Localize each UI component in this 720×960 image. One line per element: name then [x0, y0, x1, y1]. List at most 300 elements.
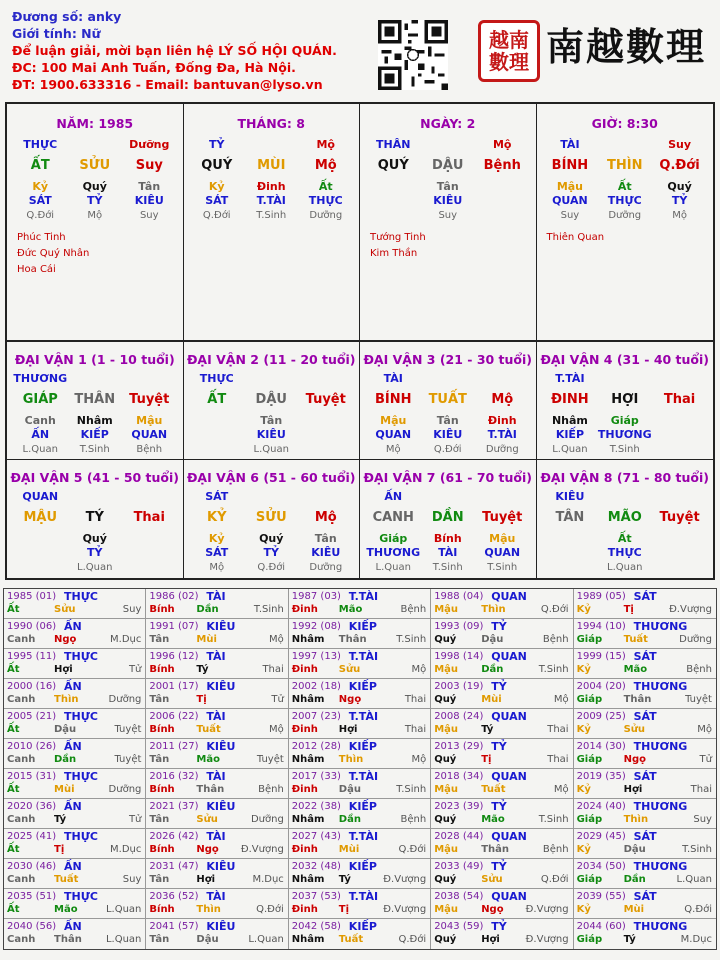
dai-van-cell[interactable]	[360, 460, 537, 578]
year-cell[interactable]	[574, 829, 716, 859]
seal-stamp-icon: 越南 數理	[478, 20, 540, 82]
pillar-value: KIÊU	[433, 428, 463, 441]
year-star: THƯƠNG	[633, 620, 688, 633]
year-cell[interactable]	[4, 589, 146, 619]
year-label: 2031 (47)	[149, 861, 199, 872]
year-stage: Thai	[404, 724, 427, 735]
year-stage: T.Sinh	[253, 604, 284, 615]
year-cell[interactable]	[431, 799, 573, 829]
pillar-value	[652, 372, 707, 385]
year-cell[interactable]	[4, 829, 146, 859]
pillar-value: Mộ	[672, 210, 687, 221]
pillar-value	[421, 490, 476, 503]
pillar-value: TỶ	[671, 194, 688, 207]
year-cell[interactable]	[574, 619, 716, 649]
year-label: 2021 (37)	[149, 801, 199, 812]
year-cell[interactable]	[146, 589, 288, 619]
year-stage: Mộ	[697, 724, 712, 735]
year-stage: Mộ	[269, 634, 284, 645]
pillar-value: T.Sinh	[609, 444, 640, 455]
owner-gender: Giới tính: Nữ	[12, 26, 101, 41]
year-label: 2017 (33)	[291, 771, 341, 782]
year-star: SÁT	[633, 650, 657, 663]
pillar-row-r5	[13, 210, 177, 221]
pillar-value	[190, 444, 245, 455]
pillar-value	[122, 490, 177, 503]
year-label: 1993 (09)	[434, 621, 484, 632]
pillar-row-r5	[13, 562, 177, 573]
year-star: TÀI	[206, 830, 226, 843]
year-can: Mậu	[434, 664, 459, 675]
year-stage: Đ.Vượng	[525, 904, 569, 915]
year-label: 2010 (26)	[7, 741, 57, 752]
pillar-row-r5	[190, 444, 354, 455]
year-chi: Mão	[338, 604, 363, 615]
year-cell[interactable]	[289, 799, 431, 829]
pillar-row-r2	[190, 510, 354, 525]
year-cell[interactable]	[146, 709, 288, 739]
year-label: 2001 (17)	[149, 681, 199, 692]
pillar-value: Ất	[318, 180, 333, 193]
year-label: 1997 (13)	[291, 651, 341, 662]
year-can: Nhâm	[291, 634, 325, 645]
year-chi: Mùi	[481, 694, 502, 705]
year-cell[interactable]	[146, 769, 288, 799]
year-chi: Thìn	[338, 754, 364, 765]
year-cell[interactable]	[146, 799, 288, 829]
pillar-value	[543, 562, 598, 573]
pillar-value: KIÊU	[555, 490, 585, 503]
pillar-row-r4	[190, 428, 354, 441]
star-name: Phúc Tinh	[17, 232, 66, 243]
year-chi: Dậu	[481, 634, 504, 645]
year-cell[interactable]	[431, 919, 573, 949]
year-cell[interactable]	[574, 889, 716, 919]
year-star: KIÊU	[206, 860, 236, 873]
year-chi: Tuất	[338, 934, 364, 945]
year-cell[interactable]	[289, 889, 431, 919]
pillar-row-r2	[543, 158, 708, 173]
year-chi: Dần	[481, 664, 504, 675]
star-name: Tướng Tinh	[370, 232, 426, 243]
year-chi: Tị	[481, 754, 492, 765]
year-cell[interactable]	[4, 919, 146, 949]
year-cell[interactable]	[4, 859, 146, 889]
dai-van-title: ĐẠI VẬN 4 (31 - 40 tuổi)	[540, 352, 710, 367]
year-stage: Q.Đới	[398, 934, 427, 945]
pillar-row-r1	[366, 490, 530, 503]
year-stage: Bệnh	[258, 784, 284, 795]
year-cell[interactable]	[431, 709, 573, 739]
pillar-value	[122, 562, 177, 573]
pillar-row-r3	[366, 532, 530, 545]
pillar-value: THƯƠNG	[366, 546, 421, 559]
year-stage: Mộ	[553, 694, 569, 705]
year-stage: Suy	[122, 604, 142, 615]
year-can: Ất	[7, 784, 20, 795]
pillar-row-r5	[543, 562, 708, 573]
pillar-value	[652, 414, 707, 427]
pillar-value: THỰC	[308, 194, 343, 207]
year-cell[interactable]	[4, 769, 146, 799]
year-chi: Sửu	[54, 604, 76, 615]
year-cell[interactable]	[289, 829, 431, 859]
year-star: SÁT	[633, 590, 657, 603]
pillar-value	[597, 372, 652, 385]
pillar-value	[244, 138, 299, 151]
year-can: Canh	[7, 814, 36, 825]
year-stage: Tử	[128, 664, 142, 675]
pillar-value: T.Sinh	[432, 562, 463, 573]
year-cell[interactable]	[574, 919, 716, 949]
year-chi: Thìn	[623, 814, 649, 825]
pillar-row-r5	[190, 562, 354, 573]
year-cell[interactable]	[146, 739, 288, 769]
year-label: 2016 (32)	[149, 771, 199, 782]
pillar-row-r5	[190, 210, 354, 221]
year-cell[interactable]	[146, 619, 288, 649]
pillar-row-r2	[190, 158, 354, 173]
pillar-value: Mộ	[316, 138, 335, 151]
dai-van-title: ĐẠI VẬN 2 (11 - 20 tuổi)	[186, 352, 356, 367]
year-cell[interactable]	[431, 829, 573, 859]
year-chi: Dần	[623, 874, 646, 885]
year-stage: Dưỡng	[250, 814, 284, 825]
pillar-value: KIÊU	[433, 194, 463, 207]
year-star: TÀI	[206, 650, 226, 663]
year-stage: Dưỡng	[108, 784, 142, 795]
year-can: Bính	[149, 664, 175, 675]
year-stage: Tuyệt	[114, 724, 142, 735]
year-chi: Tuất	[54, 874, 79, 885]
pillar-row-r2	[366, 392, 530, 407]
year-cell[interactable]	[574, 649, 716, 679]
star-name: Kim Thần	[370, 248, 418, 259]
pillar-row-r5	[366, 210, 530, 221]
pillar-value: Kỷ	[32, 180, 49, 193]
year-cell[interactable]	[289, 649, 431, 679]
year-label: 1992 (08)	[291, 621, 341, 632]
pillar-value: DẬU	[255, 392, 287, 407]
year-cell[interactable]	[574, 769, 716, 799]
year-label: 2024 (40)	[576, 801, 626, 812]
year-chi: Mùi	[54, 784, 75, 795]
pillar-value: Q.Đới	[26, 210, 55, 221]
year-cell[interactable]	[289, 769, 431, 799]
year-stage: T.Sinh	[682, 844, 712, 855]
year-label: 2027 (43)	[291, 831, 341, 842]
pillar-value: SÁT	[205, 490, 229, 503]
year-star: QUAN	[491, 650, 527, 663]
year-cell[interactable]	[146, 919, 288, 949]
year-chi: Mão	[481, 814, 505, 825]
year-star: KIẾP	[348, 740, 377, 753]
pillar-value: Đinh	[256, 180, 286, 193]
year-cell[interactable]	[431, 649, 573, 679]
year-can: Tân	[149, 814, 170, 825]
year-stage: Thai	[690, 784, 712, 795]
year-cell[interactable]	[431, 769, 573, 799]
year-label: 2008 (24)	[434, 711, 484, 722]
year-cell[interactable]	[146, 829, 288, 859]
year-stage: L.Quan	[248, 934, 284, 945]
year-cell[interactable]	[431, 889, 573, 919]
year-star: TÀI	[206, 890, 226, 903]
year-star: TỶ	[491, 740, 507, 753]
year-chi: Tý	[623, 934, 636, 945]
pillar-value: L.Quan	[77, 562, 113, 573]
year-cell[interactable]	[146, 859, 288, 889]
year-chi: Thìn	[196, 904, 221, 915]
pillar-cell[interactable]	[360, 104, 537, 340]
pillar-value: ẤT	[207, 392, 227, 407]
year-cell[interactable]	[289, 739, 431, 769]
year-can: Bính	[149, 604, 175, 615]
year-star: KIẾP	[348, 860, 377, 873]
year-stage: Dưỡng	[108, 694, 142, 705]
pillar-cell[interactable]	[7, 104, 184, 340]
year-chi: Hợi	[623, 784, 643, 795]
pillar-value: L.Quan	[22, 444, 58, 455]
dai-van-cell[interactable]	[184, 342, 361, 460]
pillar-row-r1	[543, 138, 708, 151]
year-can: Kỷ	[576, 904, 591, 915]
pillar-value: T.Sinh	[256, 210, 287, 221]
pillar-value: SÁT	[28, 194, 52, 207]
year-can: Bính	[149, 844, 175, 855]
year-stage: Mộ	[553, 784, 569, 795]
pillar-value: DẦN	[431, 510, 464, 525]
pillar-value: Quý	[82, 180, 107, 193]
dai-van-cell[interactable]	[537, 460, 714, 578]
dai-van-cell[interactable]	[184, 460, 361, 578]
pillar-row-r1	[13, 138, 177, 151]
year-cell[interactable]	[574, 739, 716, 769]
year-cell[interactable]	[289, 919, 431, 949]
dai-van-cell[interactable]	[7, 342, 184, 460]
pillar-value	[652, 562, 707, 573]
year-stage: Q.Đới	[256, 904, 284, 915]
year-star: KIẾP	[348, 680, 377, 693]
pillar-value: Kỷ	[208, 180, 225, 193]
year-label: 2019 (35)	[576, 771, 626, 782]
year-stage: Dưỡng	[679, 634, 712, 645]
year-stage: Q.Đới	[684, 904, 712, 915]
year-can: Tân	[149, 874, 170, 885]
contact-invite[interactable]: Để luận giải, mời bạn liên hệ LÝ SỐ HỘI QUÁN.	[12, 43, 337, 58]
pillar-value: Tuyệt	[129, 392, 170, 407]
pillar-value: TÀI	[560, 138, 580, 151]
year-cell[interactable]	[4, 649, 146, 679]
pillar-row-r1	[543, 490, 708, 503]
star-list	[17, 230, 89, 278]
year-stage: L.Quan	[676, 874, 712, 885]
year-cell[interactable]	[4, 679, 146, 709]
year-cell[interactable]	[4, 709, 146, 739]
pillar-value: Quý	[259, 532, 284, 545]
year-chi: Tị	[54, 844, 65, 855]
year-label: 1999 (15)	[576, 651, 626, 662]
year-chi: Mão	[623, 664, 648, 675]
pillar-value: ẤN	[384, 490, 403, 503]
dai-van-cell[interactable]	[360, 342, 537, 460]
year-cell[interactable]	[4, 799, 146, 829]
dai-van-title: ĐẠI VẬN 8 (71 - 80 tuổi)	[540, 470, 710, 485]
pillar-value	[122, 546, 177, 559]
pillar-value: L.Quan	[607, 562, 643, 573]
year-cell[interactable]	[574, 799, 716, 829]
year-can: Bính	[149, 724, 175, 735]
contact-phone-email[interactable]: ĐT: 1900.633316 - Email: bantuvan@lyso.vn	[12, 77, 323, 92]
year-cell[interactable]	[431, 739, 573, 769]
pillar-cell[interactable]	[184, 104, 361, 340]
year-chi: Thìn	[54, 694, 79, 705]
year-label: 2004 (20)	[576, 681, 626, 692]
year-can: Bính	[149, 784, 175, 795]
year-star: THƯƠNG	[633, 860, 688, 873]
pillar-value	[366, 180, 421, 193]
year-stage: Q.Đới	[540, 874, 569, 885]
year-label: 1987 (03)	[291, 591, 341, 602]
year-star: TÀI	[206, 590, 226, 603]
year-stage: M.Dục	[680, 934, 712, 945]
year-stage: L.Quan	[105, 904, 142, 915]
brand-logo: 南越數理	[546, 24, 707, 69]
pillar-row-r1	[366, 372, 530, 385]
year-star: ẤN	[64, 620, 82, 633]
year-star: TỶ	[491, 680, 507, 693]
contact-address: ĐC: 100 Mai Anh Tuấn, Đống Đa, Hà Nội.	[12, 60, 296, 75]
year-cell[interactable]	[289, 679, 431, 709]
year-label: 2028 (44)	[434, 831, 484, 842]
pillar-value: KIÊU	[256, 428, 286, 441]
year-cell[interactable]	[431, 619, 573, 649]
year-star: T.TÀI	[348, 590, 379, 603]
pillar-value: ĐINH	[551, 392, 589, 407]
pillar-value	[597, 490, 652, 503]
year-can: Bính	[149, 904, 175, 915]
pillar-row-r1	[543, 372, 708, 385]
year-chi: Tuất	[481, 784, 506, 795]
pillar-value: ẤN	[31, 428, 50, 441]
year-chi: Dần	[54, 754, 77, 765]
year-cell[interactable]	[431, 859, 573, 889]
pillar-value: Tân	[314, 532, 337, 545]
star-name: Thiên Quan	[546, 232, 605, 243]
year-cell[interactable]	[146, 889, 288, 919]
year-star: SÁT	[633, 770, 657, 783]
year-cell[interactable]	[574, 709, 716, 739]
dai-van-title: ĐẠI VẬN 1 (1 - 10 tuổi)	[14, 352, 175, 367]
pillar-value	[190, 428, 245, 441]
year-star: TÀI	[206, 770, 226, 783]
year-label: 2042 (58)	[291, 921, 341, 932]
year-can: Đinh	[291, 784, 318, 795]
pillar-value	[543, 532, 598, 545]
pillar-row-r3	[190, 414, 354, 427]
pillar-value: TỶ	[87, 546, 103, 559]
pillar-row-r5	[13, 444, 177, 455]
year-cell[interactable]	[289, 619, 431, 649]
year-star: TỶ	[491, 860, 507, 873]
pillar-value: Nhâm	[76, 414, 113, 427]
year-star: T.TÀI	[348, 710, 379, 723]
pillar-value: THƯƠNG	[13, 372, 68, 385]
pillar-value: Tuyệt	[305, 392, 346, 407]
year-label: 2030 (46)	[7, 861, 57, 872]
year-cell[interactable]	[4, 889, 146, 919]
year-cell[interactable]	[4, 619, 146, 649]
pillar-row-r3	[13, 180, 177, 193]
year-cell[interactable]	[146, 649, 288, 679]
year-stage: Tuyệt	[114, 754, 142, 765]
pillar-cell[interactable]	[537, 104, 714, 340]
year-label: 2043 (59)	[434, 921, 484, 932]
pillar-value: Quý	[82, 532, 107, 545]
year-label: 2006 (22)	[149, 711, 199, 722]
dai-van-cell[interactable]	[7, 460, 184, 578]
dai-van-cell[interactable]	[537, 342, 714, 460]
year-label: 2000 (16)	[7, 681, 57, 692]
year-cell[interactable]	[574, 589, 716, 619]
pillar-value	[652, 428, 707, 441]
pillar-value: THƯƠNG	[597, 428, 652, 441]
pillar-row-r4	[13, 194, 177, 207]
pillar-value: SÁT	[205, 546, 229, 559]
year-star: ẤN	[64, 860, 82, 873]
pillar-row-r5	[543, 210, 708, 221]
year-cell[interactable]	[574, 679, 716, 709]
year-chi: Tị	[338, 904, 350, 915]
year-chi: Dần	[338, 814, 361, 825]
year-stage: Q.Đới	[398, 844, 427, 855]
year-cell[interactable]	[289, 589, 431, 619]
year-chi: Ngọ	[481, 904, 504, 915]
year-cell[interactable]	[431, 679, 573, 709]
pillar-row-r2	[13, 392, 177, 407]
year-stage: T.Sinh	[538, 664, 569, 675]
pillar-row-r5	[366, 444, 530, 455]
year-star: QUAN	[491, 890, 527, 903]
year-cell[interactable]	[4, 739, 146, 769]
year-chi: Thân	[54, 934, 82, 945]
year-star: THỰC	[64, 830, 98, 843]
pillar-row-r4	[366, 194, 530, 207]
year-cell[interactable]	[431, 589, 573, 619]
pillar-value: Bệnh	[483, 158, 521, 173]
year-stage: Bệnh	[542, 634, 569, 645]
year-can: Giáp	[576, 814, 603, 825]
year-can: Canh	[7, 754, 36, 765]
qr-code-icon[interactable]	[378, 20, 448, 90]
pillar-value	[68, 372, 123, 385]
year-chi: Dậu	[54, 724, 77, 735]
year-stage: Tử	[271, 694, 284, 705]
year-chi: Ngọ	[196, 844, 219, 855]
year-can: Canh	[7, 934, 36, 945]
dai-van-title: ĐẠI VẬN 7 (61 - 70 tuổi)	[363, 470, 533, 485]
year-cell[interactable]	[289, 709, 431, 739]
year-cell[interactable]	[146, 679, 288, 709]
year-cell[interactable]	[574, 859, 716, 889]
year-stage: Bệnh	[400, 604, 427, 615]
dai-van-title: ĐẠI VẬN 6 (51 - 60 tuổi)	[186, 470, 356, 485]
pillar-value	[299, 414, 354, 427]
pillar-value	[652, 444, 707, 455]
year-cell[interactable]	[289, 859, 431, 889]
dai-van-title: ĐẠI VẬN 5 (41 - 50 tuổi)	[10, 470, 180, 485]
dai-van-title: ĐẠI VẬN 3 (21 - 30 tuổi)	[363, 352, 533, 367]
